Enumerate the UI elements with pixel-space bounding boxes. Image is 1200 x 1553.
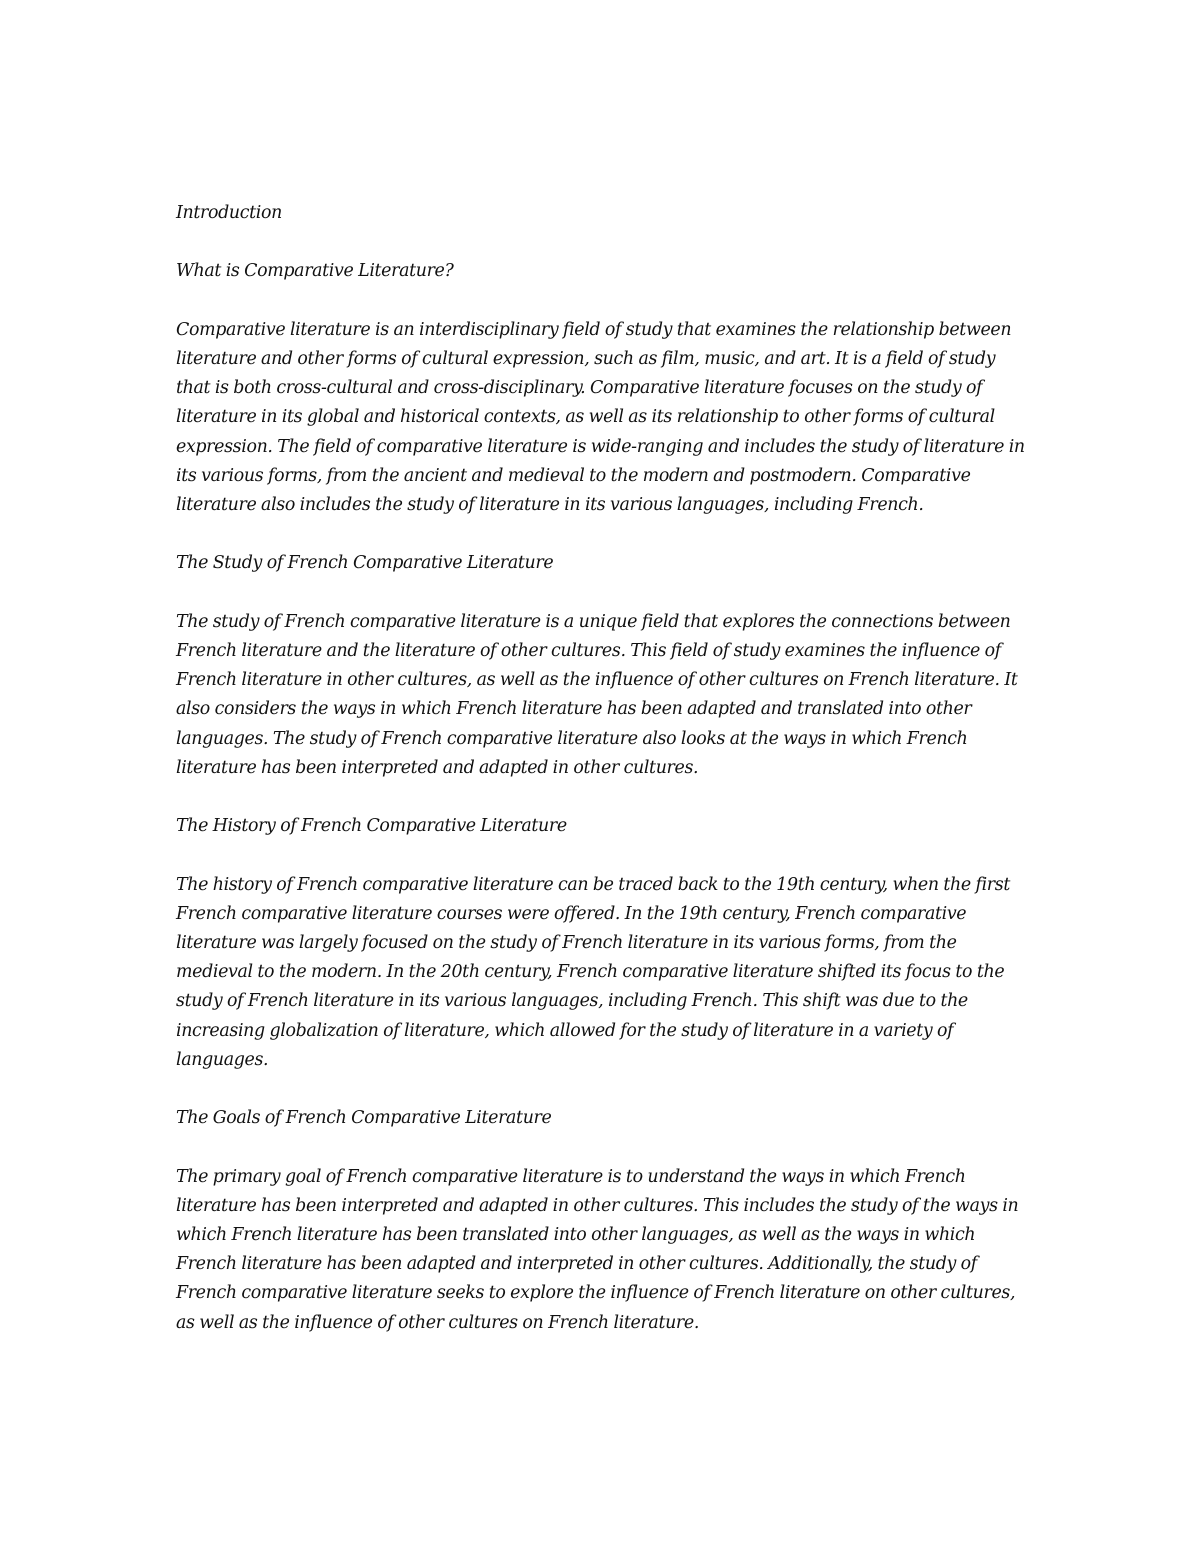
section-heading-history: The History of French Comparative Literature xyxy=(176,816,567,837)
section-paragraph-what-is: Comparative literature is an interdisciplinary field of study that examines the relationship between literature and other forms of cultural expression, such as film, music, and art. It is a field of study that is both cross-cultural and cross-disciplinary. Comparative literature focuses on the study of literature in its global and historical contexts, as well as its relationship to other forms of cultural expression. The field of comparative literature is wide-ranging and includes the study of literature in its various forms, from the ancient and medieval to the modern and postmodern. Comparative literature also includes the study of literature in its various languages, including French. xyxy=(176,319,1025,515)
document-title: Introduction xyxy=(176,203,282,223)
section-paragraph-goals: The primary goal of French comparative literature is to understand the ways in which French literature has been interpreted and adapted in other cultures. This includes the study of the ways in which French literature has been translated into other languages, as well as the ways in which French literature has been adapted and interpreted in other cultures. Additionally, the study of French comparative literature seeks to explore the influence of French literature on other cultures, as well as the influence of other cultures on French literature. xyxy=(176,1166,1019,1333)
section-paragraph-study: The study of French comparative literature is a unique field that explores the connections between French literature and the literature of other cultures. This field of study examines the influence of French literature in other cultures, as well as the influence of other cultures on French literature. It also considers the ways in which French literature has been adapted and translated into other languages. The study of French comparative literature also looks at the ways in which French literature has been interpreted and adapted in other cultures. xyxy=(176,611,1018,778)
section-heading-study: The Study of French Comparative Literature xyxy=(176,553,554,574)
section-paragraph-history: The history of French comparative literature can be traced back to the 19th century, when the first French comparative literature courses were offered. In the 19th century, French comparative literature was largely focused on the study of French literature in its various forms, from the medieval to the modern. In the 20th century, French comparative literature shifted its focus to the study of French literature in its various languages, including French. This shift was due to the increasing globalization of literature, which allowed for the study of literature in a variety of languages. xyxy=(176,874,1010,1070)
section-heading-what-is: What is Comparative Literature? xyxy=(176,261,454,282)
document-body xyxy=(176,199,1026,1367)
section-heading-goals: The Goals of French Comparative Literature xyxy=(176,1108,552,1129)
